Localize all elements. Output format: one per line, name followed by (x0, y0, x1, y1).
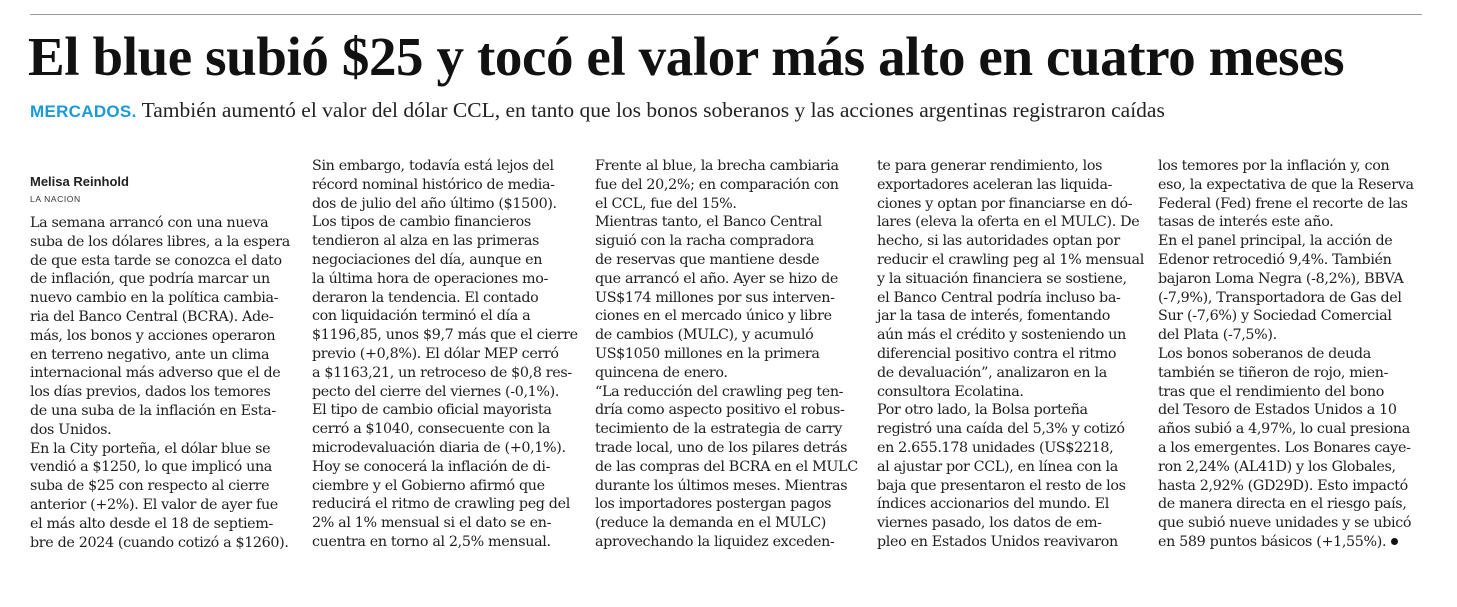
body-line: consultora Ecolatina. (877, 383, 1024, 400)
body-line: exportadores aceleran las liquida- (877, 176, 1113, 193)
body-line: en 589 puntos básicos (+1,55%). (1158, 533, 1420, 552)
body-line: con liquidación terminó el día a (312, 308, 531, 325)
body-line: quincena de enero. (595, 364, 728, 381)
body-line: de devaluación”, analizaron en la (877, 364, 1107, 381)
body-line: suba de $25 con respecto al cierre (30, 478, 270, 495)
body-line: trade local, uno de los pilares detrás (595, 439, 848, 456)
body-line: a $1163,21, un retroceso de $0,8 res- (312, 364, 572, 381)
body-line: En la City porteña, el dólar blue se (30, 440, 271, 457)
body-line: bajaron Loma Negra (-8,2%), BBVA (1158, 270, 1404, 287)
body-line: cuentra en torno al 2,5% mensual. (312, 533, 551, 550)
body-line: $1196,85, unos $9,7 más que el cierre (312, 327, 578, 344)
body-line: lares (eleva la oferta en el MULC). De (877, 214, 1140, 231)
body-line: de reservas que mantiene desde (595, 251, 820, 268)
body-line: dría como aspecto positivo el robus- (595, 402, 845, 419)
body-line: durante los últimos meses. Mientras (595, 477, 848, 494)
body-line: pleo en Estados Unidos reavivaron (877, 533, 1118, 550)
body-line: aprovechando la liquidez exceden- (595, 533, 835, 550)
body-line: Mientras tanto, el Banco Central (595, 214, 822, 231)
body-line: dos Unidos. (30, 421, 112, 438)
body-line: anterior (+2%). El valor de ayer fue (30, 496, 278, 513)
body-line: en terreno negativo, ante un clima (30, 346, 270, 363)
deck (30, 96, 1430, 126)
body-line: récord nominal histórico de media- (312, 176, 555, 193)
body-line: de cambios (MULC), y acumuló (595, 327, 814, 344)
body-line: En el panel principal, la acción de (1158, 233, 1393, 250)
body-line: de que esta tarde se conozca el dato (30, 252, 282, 269)
body-line: Federal (Fed) frene el recorte de las (1158, 195, 1408, 212)
body-column-2 (312, 157, 578, 552)
body-line: Frente al blue, la brecha cambiaria (595, 158, 839, 174)
body-line: diferencial positivo contra el ritmo (877, 345, 1117, 362)
body-line: ciones y optan por financiarse en dó- (877, 195, 1133, 212)
author-outlet: LA NACION (30, 194, 81, 204)
body-line: deraron la tendencia. El contado (312, 289, 539, 306)
body-line: eso, la expectativa de que la Reserva (1158, 176, 1414, 193)
author-name: Melisa Reinhold (30, 174, 129, 189)
body-line: Edenor retrocedió 9,4%. También (1158, 251, 1392, 268)
body-line: el CCL, fue del 15%. (595, 195, 737, 212)
body-line: 2% al 1% mensual si el dato se en- (312, 515, 552, 532)
body-line: Por otro lado, la Bolsa porteña (877, 402, 1088, 419)
body-line: del Plata (-7,5%). (1158, 327, 1277, 344)
body-line: baja que presentaron el resto de los (877, 477, 1126, 494)
body-line: índices accionarios del mundo. El (877, 496, 1109, 513)
body-line: Los bonos soberanos de deuda (1158, 345, 1371, 362)
body-line: de una suba de la inflación en Esta- (30, 402, 276, 419)
body-line: de manera directa en el riesgo país, (1158, 496, 1407, 513)
body-line: nuevo cambio en la política cambia- (30, 290, 279, 307)
body-line: Sin embargo, todavía está lejos del (312, 158, 554, 174)
body-line: reducirá el ritmo de crawling peg del (312, 496, 570, 513)
body-line: de inflación, que podría marcar un (30, 271, 270, 288)
body-line: tasas de interés este año. (1158, 214, 1334, 231)
body-line: tras que el rendimiento del bono (1158, 383, 1384, 400)
body-line: también se tiñeron de rojo, mien- (1158, 364, 1389, 381)
body-line: US$174 millones por sus interven- (595, 289, 835, 306)
body-line: suba de los dólares libres, a la espera (30, 233, 290, 250)
body-line: tendieron al alza en las primeras (312, 233, 540, 250)
body-line: hasta 2,92% (GD29D). Esto impactó (1158, 477, 1408, 494)
body-column-4 (877, 157, 1144, 552)
body-line: fue del 20,2%; en comparación con (595, 176, 839, 193)
body-line: previo (+0,8%). El dólar MEP cerró (312, 345, 559, 362)
body-line: años subió a 4,97%, lo cual presiona (1158, 421, 1410, 438)
body-column-1 (30, 214, 292, 552)
section-kicker: MERCADOS. (30, 102, 137, 121)
body-line: siguió con la racha compradora (595, 233, 814, 250)
body-line: y la situación financiera se sostiene, (877, 270, 1127, 287)
body-line: bre de 2024 (cuando cotizó a $1260). (30, 534, 289, 551)
body-line: (-7,9%), Transportadora de Gas del (1158, 289, 1402, 306)
body-line: ciones en el mercado único y libre (595, 308, 832, 325)
body-line: dos de julio del año último ($1500). (312, 195, 557, 212)
body-column-5 (1158, 157, 1420, 552)
body-line: ciembre y el Gobierno afirmó que (312, 477, 545, 494)
body-line: El tipo de cambio oficial mayorista (312, 402, 552, 419)
top-rule (30, 14, 1422, 15)
end-of-article-mark (1391, 538, 1398, 545)
body-line: en 2.655.178 unidades (US$2218, (877, 439, 1114, 456)
body-line: de las compras del BCRA en el MULC (595, 458, 858, 475)
body-line: del Tesoro de Estados Unidos a 10 (1158, 402, 1397, 419)
body-column-3 (595, 157, 857, 552)
body-line: que subió nueve unidades y se ubicó (1158, 515, 1412, 532)
body-line: US$1050 millones en la primera (595, 345, 820, 362)
body-line: Hoy se conocerá la inflación de di- (312, 458, 551, 475)
body-line: cerró a $1040, consecuente con la (312, 421, 551, 438)
headline: El blue subió $25 y tocó el valor más alto en cuatro meses (28, 26, 1345, 87)
body-line: hecho, si las autoridades optan por (877, 233, 1120, 250)
body-line: el Banco Central podría incluso ba- (877, 289, 1121, 306)
body-line: que arrancó el año. Ayer se hizo de (595, 270, 839, 287)
body-line: al ajustar por CCL), en línea con la (877, 458, 1118, 475)
body-line: pecto del cierre del viernes (-0,1%). (312, 383, 560, 400)
body-line: ria del Banco Central (BCRA). Ade- (30, 308, 274, 325)
body-line: vendió a $1250, lo que implicó una (30, 459, 272, 476)
body-line: los días previos, dados los temores (30, 384, 271, 401)
body-line: aún más el crédito y sosteniendo un (877, 327, 1126, 344)
body-line: te para generar rendimiento, los (877, 158, 1103, 174)
body-line: los temores por la inflación y, con (1158, 158, 1390, 174)
body-line: internacional más adverso que el de (30, 365, 281, 382)
body-line: viernes pasado, los datos de em- (877, 515, 1102, 532)
body-line: “La reducción del crawling peg ten- (595, 383, 844, 400)
body-line: Sur (-7,6%) y Sociedad Comercial (1158, 308, 1392, 325)
body-line: registró una caída del 5,3% y cotizó (877, 421, 1125, 438)
body-line: el más alto desde el 18 de septiem- (30, 515, 273, 532)
body-line: jar la tasa de interés, fomentando (877, 308, 1110, 325)
body-line: los importadores postergan pagos (595, 496, 832, 513)
body-line: a los emergentes. Los Bonares caye- (1158, 439, 1411, 456)
body-line: tecimiento de la estrategia de carry (595, 421, 843, 438)
body-line: la última hora de operaciones mo- (312, 270, 549, 287)
body-line: más, los bonos y acciones operaron (30, 327, 276, 344)
body-line: (reduce la demanda en el MULC) (595, 515, 826, 532)
body-line: La semana arrancó con una nueva (30, 215, 269, 231)
body-line: ron 2,24% (AL41D) y los Globales, (1158, 458, 1396, 475)
body-line: Los tipos de cambio financieros (312, 214, 531, 231)
body-line: microdevaluación diaria de (+0,1%). (312, 439, 566, 456)
deck-text: También aumentó el valor del dólar CCL, en tanto que los bonos soberanos y las acciones argentinas registraron caídas (141, 98, 1165, 122)
body-line: reducir el crawling peg al 1% mensual (877, 251, 1144, 268)
body-line: negociaciones del día, aunque en (312, 251, 543, 268)
